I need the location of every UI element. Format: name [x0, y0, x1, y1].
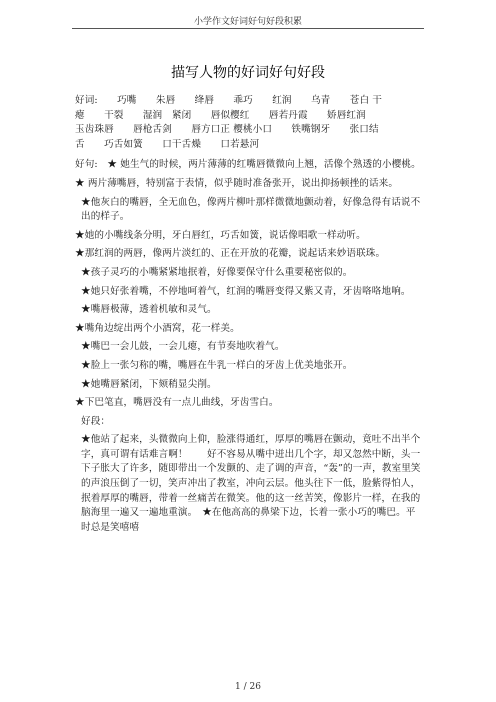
sentence-item: ★他灰白的嘴唇，全无血色，像两片柳叶那样微微地颤动着，好像急得有话说不出的样子。	[81, 196, 421, 223]
vocab-line: 玉齿珠唇 唇枪舌剑 唇方口正 樱桃小口 铁嘴钢牙 张口结	[75, 124, 379, 136]
sentence-item: ★她的小嘴线条分明，牙白唇红，巧舌如簧，说话像唱歌一样动听。	[75, 229, 366, 241]
vocab-line: 好词: 巧嘴 朱唇 绛唇 乖巧 红润 乌青 苍白 干	[75, 95, 382, 106]
sentence-item: ★嘴巴一会儿鼓，一会儿瘪，有节奏地吹着气。	[81, 341, 285, 353]
sentence-item: ★她只好张着嘴，不停地呵着气，红润的嘴唇变得又紫又青，牙齿咯咯地响。	[81, 285, 411, 297]
paragraph-text: ★他站了起来，头微微向上仰，脸涨得通红，厚厚的嘴唇在颤动，竟吐不出半个字，真可谓有话难言啊！ 好不容易从嘴中迸出几个字，却又忽然中断，头一下子胀大了许多，随即带出一个发颤的、走了调的声音，“轰”的一声，教室里笑的声浪压倒了一切，笑声冲出了教室，冲向云层。他头往下一低，脸紫得怕人，抿着厚厚的嘴唇，带着一丝痛苦在微笑。他的这一丝苦笑，像影片一样，在我的脑海里一遍又一遍地重演。 ★在他高高的鼻梁下边，长着一张小巧的嘴巴。平时总是笑嘻嘻	[81, 434, 421, 533]
sentence-item: 好句: ★ 她生气的时候，两片薄薄的红嘴唇微微向上翘，活像个熟透的小樱桃。	[75, 159, 421, 171]
sentence-item: ★ 两片薄嘴唇，特别富于表情，似乎随时准备张开，说出抑扬顿挫的话来。	[75, 177, 399, 189]
sentence-item: ★她嘴唇紧闭，下颏稍显尖削。	[81, 378, 217, 390]
header-divider	[72, 28, 424, 29]
vocab-line: 舌 巧舌如簧 口干舌燥 口若悬河	[75, 138, 260, 150]
vocab-line: 瘪 干裂 湿润 紧闭 唇似樱红 唇若丹霞 娇唇红润	[75, 109, 366, 121]
paragraph-label: 好段：	[81, 415, 111, 427]
page-header: 小学作文好词好句好段积累	[193, 17, 302, 27]
document-body	[75, 94, 423, 539]
sentence-item: ★下巴笔直，嘴唇没有一点儿曲线，牙齿雪白。	[75, 397, 279, 409]
sentence-item: ★脸上一张匀称的嘴，嘴唇在牛乳一样白的牙齿上优美地张开。	[81, 359, 353, 371]
page-number: 1 / 26	[235, 682, 261, 692]
sentence-item: ★嘴唇极薄，透着机敏和灵气。	[81, 304, 217, 316]
document-title: 描写人物的好词好句好段	[171, 65, 325, 81]
sentence-item: ★那红润的两唇，像两片淡红的、正在开放的花瓣，说起话来妙语联珠。	[75, 248, 386, 260]
sentence-item: ★孩子灵巧的小嘴紧紧地抿着，好像要保守什么重要秘密似的。	[81, 266, 353, 278]
sentence-item: ★嘴角边绽出两个小酒窝，花一样美。	[75, 322, 240, 334]
